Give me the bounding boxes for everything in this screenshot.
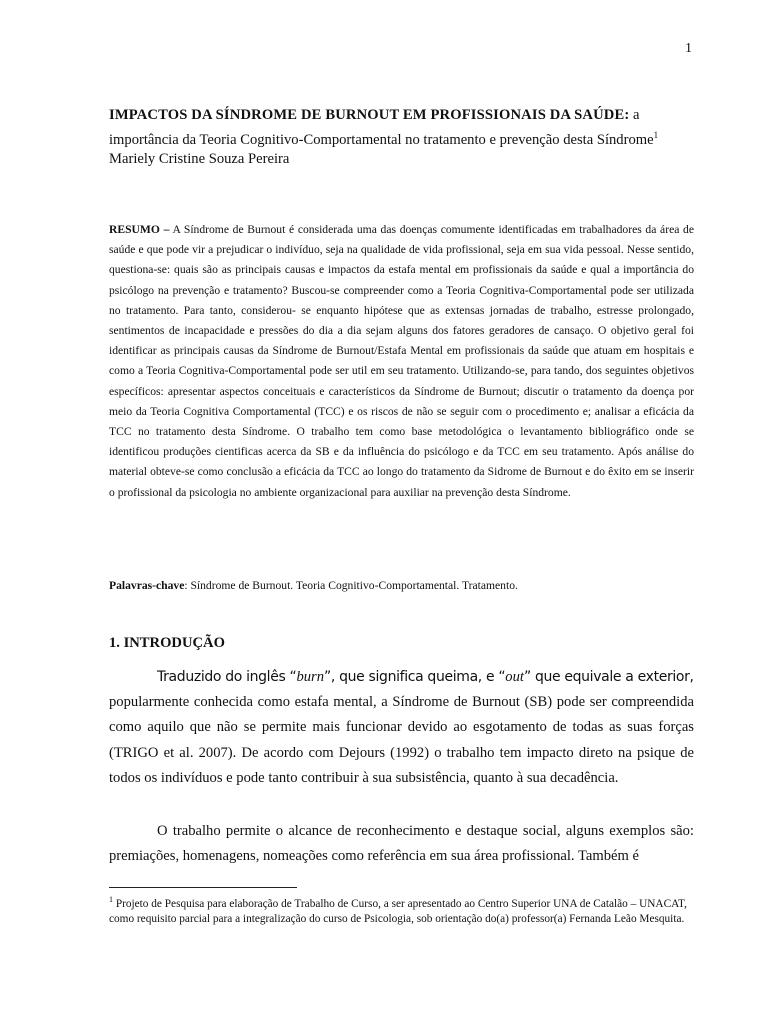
intro-p1-part3: ” que equivale a exterior,	[523, 669, 694, 685]
keywords-text: : Síndrome de Burnout. Teoria Cognitivo-Comportamental. Tratamento.	[184, 579, 518, 592]
footnote-divider	[109, 887, 297, 888]
abstract-text: A Síndrome de Burnout é considerada uma das doenças comumente identificadas em trabalhadores da área de saúde e que pode vir a prejudicar o indivíduo, seja na qualidade de vida profissional, seja em sua vida pessoal. Nesse sentido, questiona-se: quais são as principais causas e impactos da estafa mental em profissionais da saúde e qual a importância do psicólogo na prevenção e tratamento? Buscou-se compreender como a Teoria Cognitiva-Comportamental pode ser utilizada no tratamento. Para tanto, considerou- se enquanto hipótese que as extensas jornadas de trabalho, estresse prolongado, sentimentos de incapacidade e pressões do dia a dia sejam alguns dos fatores geradores de cansaço. O objetivo geral foi identificar as principais causas da Síndrome de Burnout/Estafa Mental em profissionais da saúde que atuam em hospitais e como a Teoria Cognitiva-Comportamental pode ser util em seu tratamento. Utilizando-se, para tando, dos seguintes objetivos específicos: apresentar aspectos conceituais e característicos da Síndrome de Burnout; discutir o tratamento da doença por meio da Teoria Cognitiva Comportamental (TCC) e os riscos de não se seguir com o procedimento e; analisar a eficácia da TCC no tratamento desta Síndrome. O trabalho tem como base metodológica o levantamento bibliográfico onde se identificou produções cientificas acerca da SB e da influência do psicólogo e da TCC em seu tratamento. Após análise do material obteve-se como conclusão a eficácia da TCC ao longo do tratamento da Sidrome de Burnout e do êxito em se inserir o profissional da psicologia no ambiente organizacional para auxiliar na prevenção desta Síndrome.	[109, 223, 694, 499]
author-name: Mariely Cristine Souza Pereira	[109, 151, 290, 167]
title-subtitle: a importância da Teoria Cognitivo-Comportamental no tratamento e prevenção desta Síndrome	[109, 107, 654, 148]
intro-p1-out: out	[505, 669, 524, 685]
footnote-marker: 1	[109, 895, 113, 904]
abstract-label: RESUMO –	[109, 223, 170, 236]
intro-paragraph-2: O trabalho permite o alcance de reconhecimento e destaque social, alguns exemplos são: premiações, homenagens, nomeações como referência em sua área profissional. Também é	[109, 823, 694, 865]
intro-paragraph-1-first-line	[109, 665, 694, 690]
abstract	[109, 220, 694, 503]
title-bold: IMPACTOS DA SÍNDROME DE BURNOUT EM PROFISSIONAIS DA SAÚDE:	[109, 107, 630, 123]
keywords	[109, 579, 694, 592]
footnote	[109, 892, 699, 928]
page-number: 1	[685, 41, 692, 56]
paper-title	[109, 103, 694, 153]
intro-p1-burn: burn	[296, 669, 325, 685]
keywords-label: Palavras-chave	[109, 579, 185, 592]
intro-paragraph-1: popularmente conhecida como estafa mental, a Síndrome de Burnout (SB) pode ser compreendida como aquilo que não se permite mais funcionar devido ao esgotamento de todas as suas forças (TRIGO et al. 2007). De acordo com Dejours (1992) o trabalho tem impacto direto na psique de todos os indivíduos e pode tanto contribuir à sua subsistência, quanto à sua decadência.	[109, 694, 694, 787]
intro-p1-part1: Traduzido do inglês “	[157, 669, 297, 685]
footnote-text: Projeto de Pesquisa para elaboração de Trabalho de Curso, a ser apresentado ao Centro Superior UNA de Catalão – UNACAT, como requisito parcial para a integralização do curso de Psicologia, sob orientação do(a) professor(a) Fernanda Leão Mesquita.	[109, 897, 687, 926]
title-footnote-marker[interactable]: 1	[653, 130, 659, 141]
intro-p1-part2: ”, que significa queima, e “	[324, 669, 506, 685]
section-heading-introduction: 1. INTRODUÇÃO	[109, 635, 225, 651]
